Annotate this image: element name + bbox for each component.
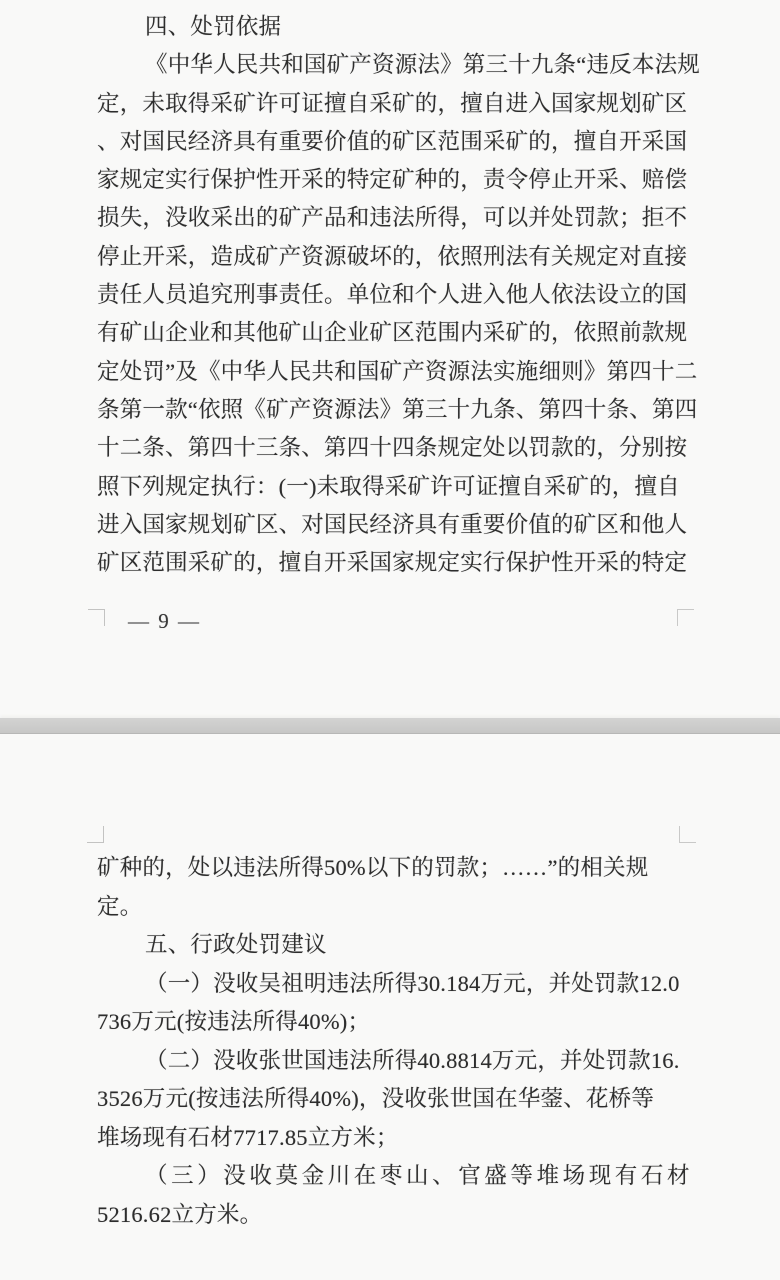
page-10-text-block [0, 849, 780, 1234]
page-separator-band [0, 718, 780, 734]
body-line: 定。 [97, 893, 143, 919]
body-line: （二）没收张世国违法所得40.8814万元，并处罚款16. [145, 1047, 680, 1073]
body-line: 矿种的，处以违法所得50%以下的罚款；……”的相关规 [97, 855, 649, 880]
body-line: 停止开采，造成矿产资源破坏的，依照刑法有关规定对直接 [97, 243, 688, 269]
text-boundary-corner-mark [87, 826, 104, 843]
body-line: 堆场现有石材7717.85立方米； [97, 1124, 399, 1150]
page-number: — 9 — [128, 609, 201, 633]
body-line: 十二条、第四十三条、第四十四条规定处以罚款的，分别按 [97, 435, 688, 461]
section-heading-4: 四、处罚依据 [145, 14, 282, 39]
body-line: 家规定实行保护性开采的特定矿种的，责令停止开采、赔偿 [97, 167, 688, 193]
body-line: 条第一款“依照《矿产资源法》第三十九条、第四十条、第四 [97, 396, 698, 422]
text-boundary-corner-mark [677, 609, 694, 626]
body-line: 进入国家规划矿区、对国民经济具有重要价值的矿区和他人 [97, 511, 688, 537]
body-line: 5216.62立方米。 [97, 1201, 263, 1227]
body-line: （一）没收吴祖明违法所得30.184万元，并处罚款12.0 [145, 970, 680, 996]
text-boundary-corner-mark [88, 609, 105, 626]
text-boundary-corner-mark [679, 826, 696, 843]
body-line: 责任人员追究刑事责任。单位和个人进入他人依法设立的国 [97, 282, 688, 308]
body-line: 3526万元(按违法所得40%)，没收张世国在华蓥、花桥等 [97, 1086, 655, 1111]
body-line: 有矿山企业和其他矿山企业矿区范围内采矿的，依照前款规 [97, 320, 688, 346]
page-9-text-block [0, 8, 780, 582]
body-line: 736万元(按违法所得40%)； [97, 1009, 371, 1034]
body-line: 损失，没收采出的矿产品和违法所得，可以并处罚款；拒不 [97, 205, 688, 231]
body-line: 照下列规定执行：(一)未取得采矿许可证擅自采矿的，擅自 [97, 473, 680, 499]
body-line: 定，未取得采矿许可证擅自采矿的，擅自进入国家规划矿区 [97, 90, 688, 116]
body-line: （三）没收莫金川在枣山、官盛等堆场现有石材 [145, 1163, 694, 1188]
body-line: 定处罚”及《中华人民共和国矿产资源法实施细则》第四十二 [97, 358, 698, 384]
body-line: 《中华人民共和国矿产资源法》第三十九条“违反本法规 [145, 52, 700, 78]
section-heading-5: 五、行政处罚建议 [145, 932, 327, 957]
body-line: 矿区范围采矿的，擅自开采国家规定实行保护性开采的特定 [97, 550, 688, 576]
body-line: 、对国民经济具有重要价值的矿区范围采矿的，擅自开采国 [97, 128, 688, 154]
